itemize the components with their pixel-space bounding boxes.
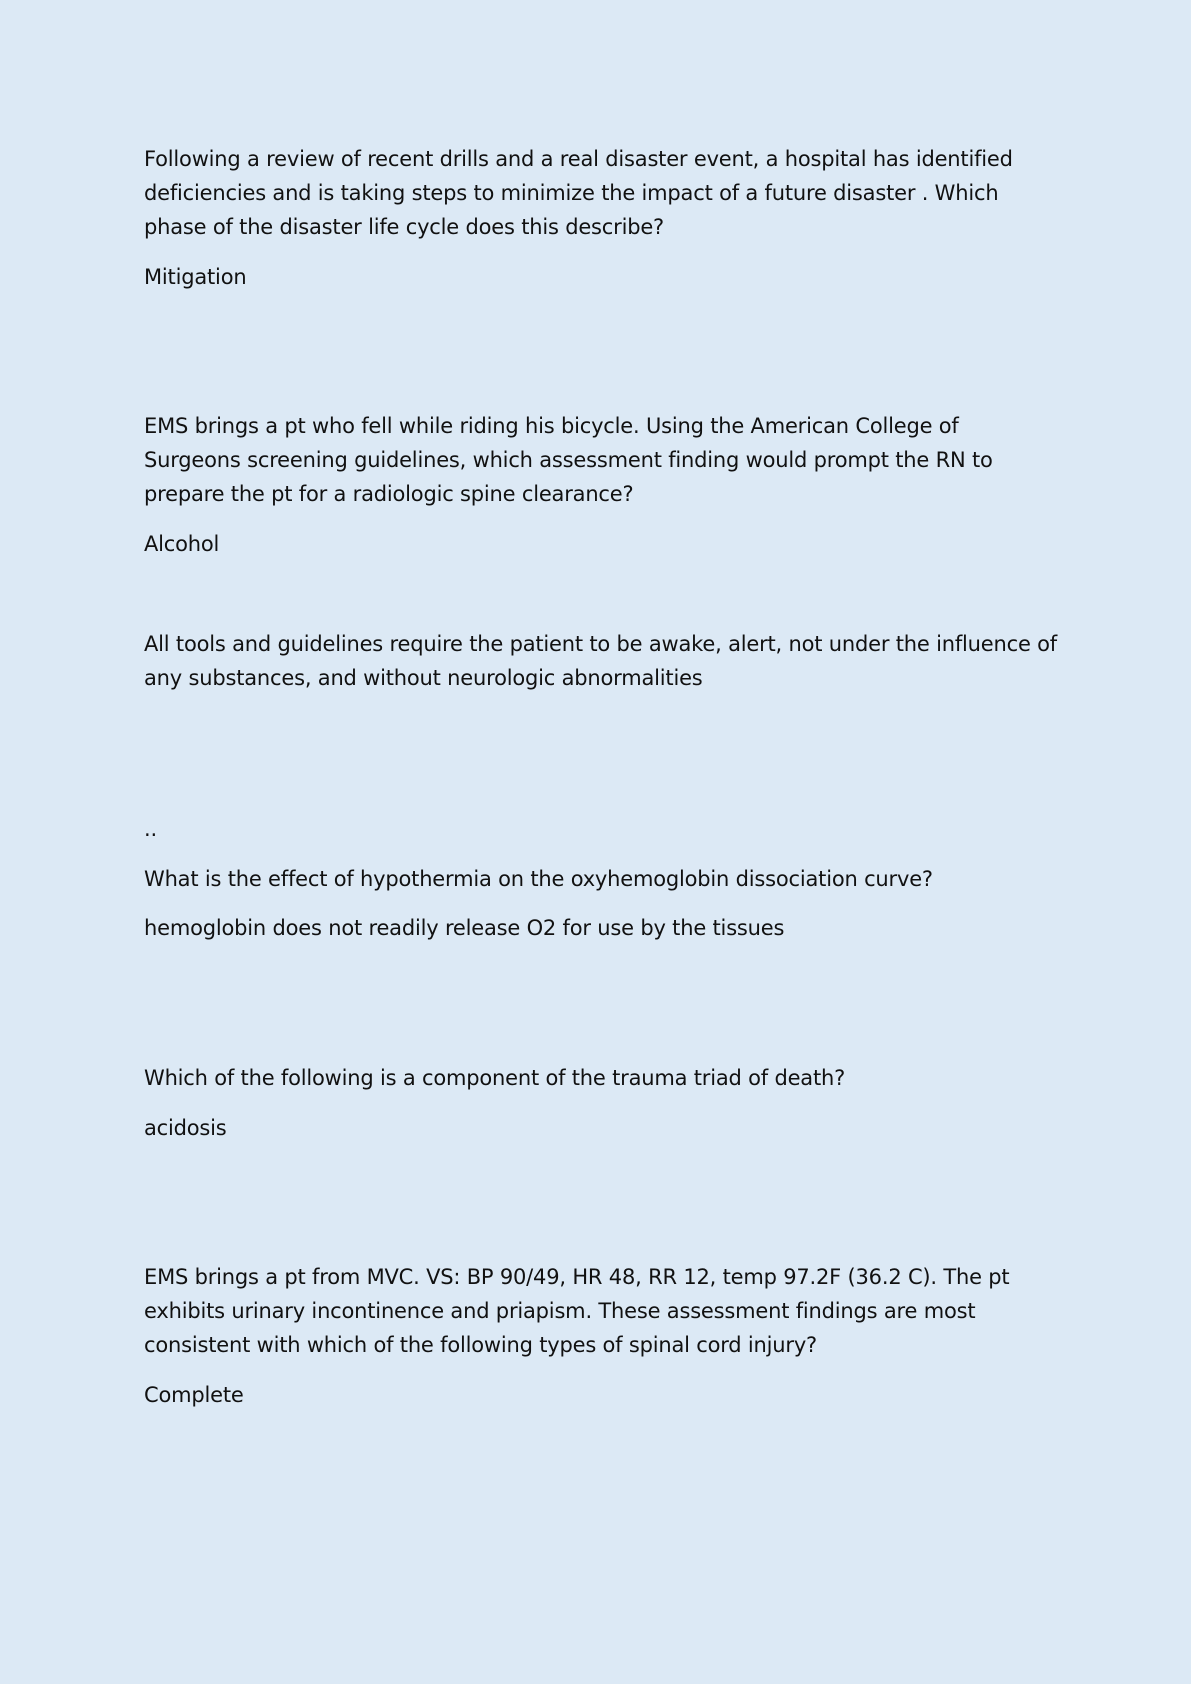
question-4-line-1: Which of the following is a component of the trauma triad of death? [144,1066,846,1090]
rationale-2-line-1: All tools and guidelines require the patient to be awake, alert, not under the influence of [144,632,1057,656]
answer-4 [144,1111,1064,1145]
answer-3 [144,911,1064,945]
answer-1 [144,260,1064,294]
question-1-line-1: Following a review of recent drills and a real disaster event, a hospital has identified [144,147,1013,171]
answer-5 [144,1378,1064,1412]
rationale-2-line-2: any substances, and without neurologic abnormalities [144,666,703,690]
separator-dots [144,812,1064,846]
question-3 [144,862,1064,896]
question-4 [144,1061,1064,1095]
question-2-line-3: prepare the pt for a radiologic spine clearance? [144,482,634,506]
question-1-line-2: deficiencies and is taking steps to minimize the impact of a future disaster . Which [144,181,999,205]
question-5-line-3: consistent with which of the following types of spinal cord injury? [144,1333,818,1357]
separator-text: .. [144,817,157,841]
question-2-line-2: Surgeons screening guidelines, which assessment finding would prompt the RN to [144,448,993,472]
answer-5-text: Complete [144,1383,244,1407]
question-3-line-1: What is the effect of hypothermia on the oxyhemoglobin dissociation curve? [144,867,933,891]
answer-1-text: Mitigation [144,265,247,289]
answer-2-text: Alcohol [144,532,220,556]
question-1-line-3: phase of the disaster life cycle does this describe? [144,215,664,239]
rationale-2 [144,627,1064,695]
answer-4-text: acidosis [144,1116,227,1140]
answer-2 [144,527,1064,561]
question-2-line-1: EMS brings a pt who fell while riding his bicycle. Using the American College of [144,414,959,438]
question-5-line-1: EMS brings a pt from MVC. VS: BP 90/49, HR 48, RR 12, temp 97.2F (36.2 C). The pt [144,1265,1010,1289]
question-5-line-2: exhibits urinary incontinence and priapism. These assessment findings are most [144,1299,976,1323]
question-2 [144,409,1064,511]
answer-3-text: hemoglobin does not readily release O2 for use by the tissues [144,916,785,940]
question-5 [144,1260,1064,1362]
question-1 [144,142,1064,244]
